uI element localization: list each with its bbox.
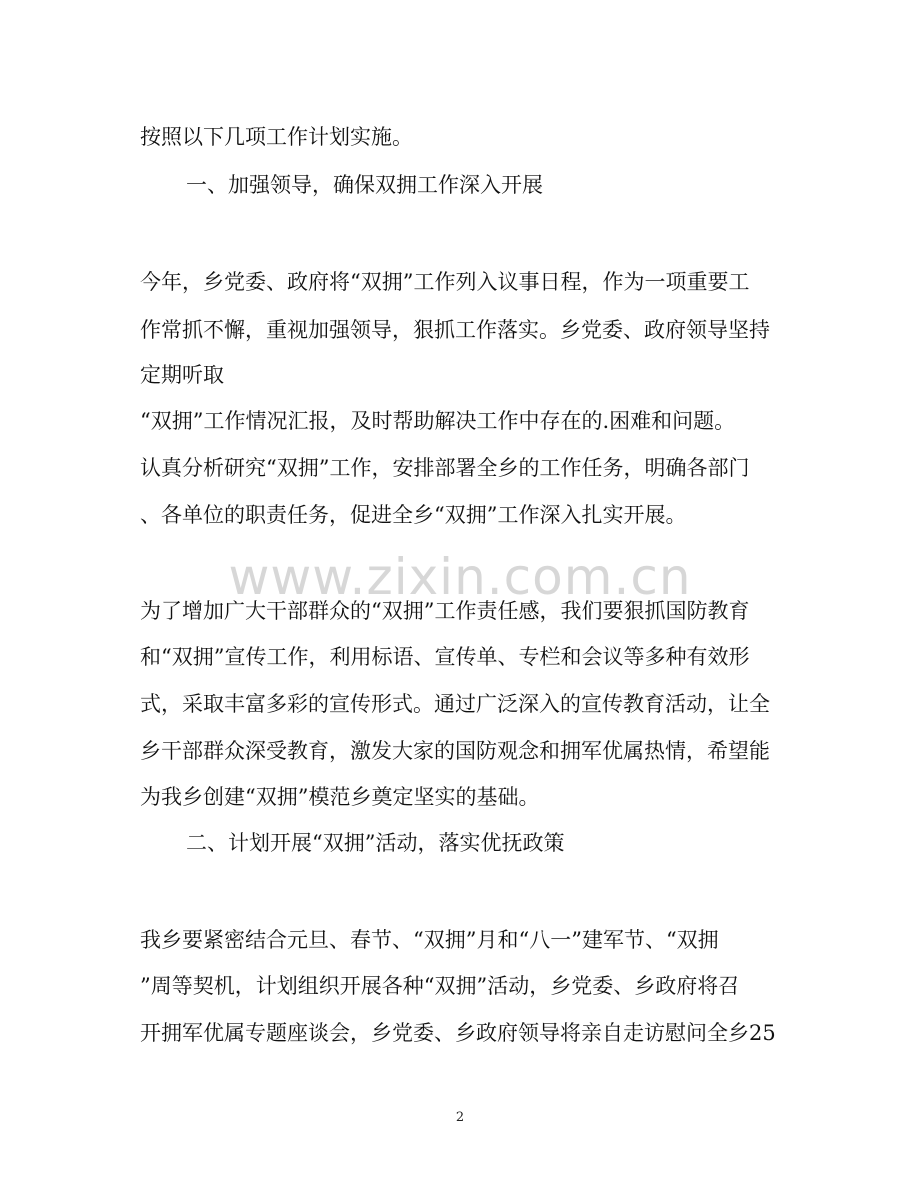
text-line: 定期听取 <box>140 363 224 387</box>
text-line: “双拥”工作情况汇报，及时帮助解决工作中存在的.困难和问题。 <box>140 409 736 433</box>
text-line: 式，采取丰富多彩的宣传形式。通过广泛深入的宣传教育活动，让全 <box>140 692 770 716</box>
watermark: www.zixin.com.cn <box>228 548 692 606</box>
text-line: 乡干部群众深受教育，激发大家的国防观念和拥军优属热情，希望能 <box>140 739 770 763</box>
text-line: 和“双拥”宣传工作，利用标语、宣传单、专栏和会议等多种有效形 <box>140 645 750 669</box>
text-line: ”周等契机，计划组织开展各种“双拥”活动，乡党委、乡政府将召 <box>140 974 740 998</box>
page-number: 2 <box>455 1110 465 1125</box>
section-heading-1: 一、加强领导，确保双拥工作深入开展 <box>186 173 543 197</box>
text-line: 按照以下几项工作计划实施。 <box>140 125 413 149</box>
text-line: 作常抓不懈，重视加强领导，狠抓工作落实。乡党委、政府领导坚持 <box>140 318 770 342</box>
section-heading-2: 二、计划开展“双拥”活动，落实优抚政策 <box>186 831 565 855</box>
text-line: 为我乡创建“双拥”模范乡奠定坚实的基础。 <box>140 785 540 809</box>
text-line: 、各单位的职责任务，促进全乡“双拥”工作深入扎实开展。 <box>140 503 687 527</box>
text-line: 为了增加广大干部群众的“双拥”工作责任感，我们要狠抓国防教育 <box>140 599 750 623</box>
text-line: 我乡要紧密结合元旦、春节、“双拥”月和“八一”建军节、“双拥 <box>140 928 719 952</box>
text-line: 今年，乡党委、政府将“双拥”工作列入议事日程，作为一项重要工 <box>140 270 750 294</box>
text-line: 认真分析研究“双拥”工作，安排部署全乡的工作任务，明确各部门 <box>140 456 750 480</box>
text-line: 开拥军优属专题座谈会，乡党委、乡政府领导将亲自走访慰问全乡25 <box>140 1021 776 1045</box>
